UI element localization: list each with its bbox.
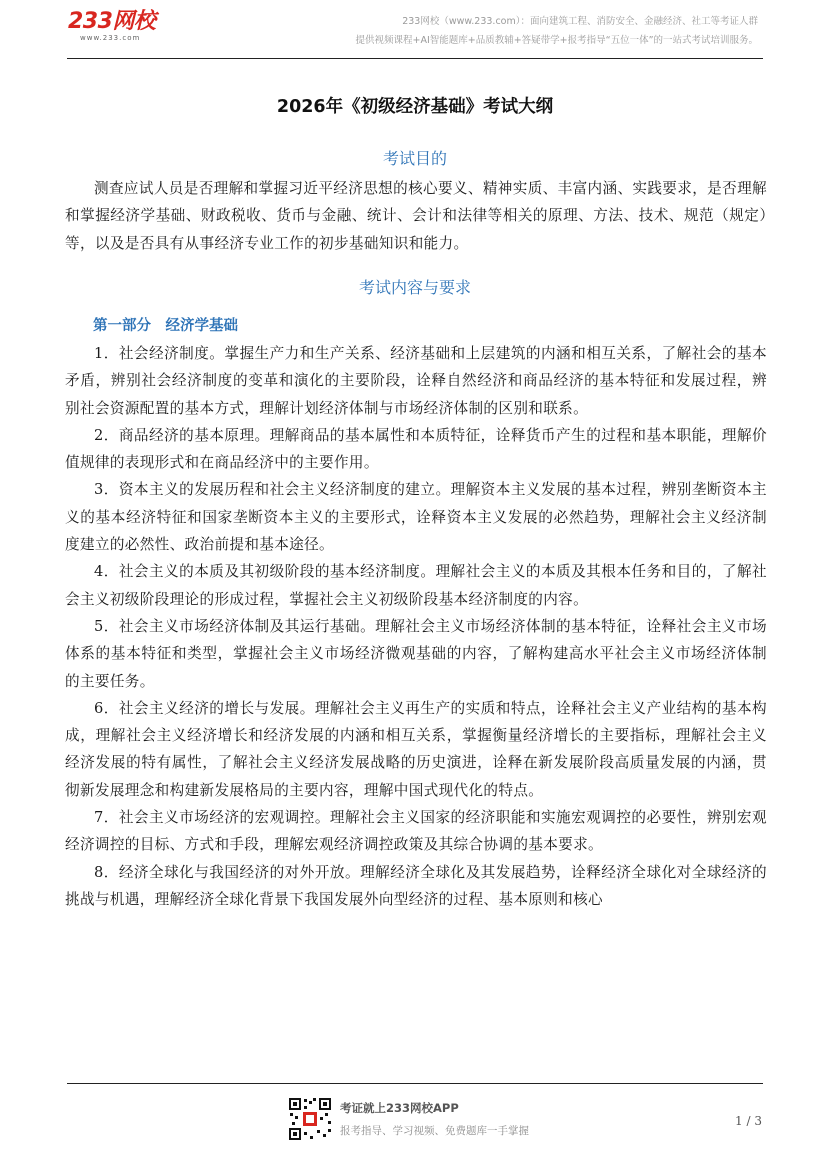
- brand-logo[interactable]: [68, 10, 155, 43]
- logo-wordmark: 233网校: [68, 9, 156, 34]
- page-number: 1 / 3: [735, 1114, 762, 1128]
- list-item: 3．资本主义的发展历程和社会主义经济制度的建立。理解资本主义发展的基本过程，辨别垄断资本主义的基本经济特征和国家垄断资本主义的主要形式，诠释资本主义发展的必然趋势，理解社会主义经济制度建立的必然性、政治前提和基本途径。: [65, 481, 767, 554]
- list-item: 8．经济全球化与我国经济的对外开放。理解经济全球化及其发展趋势，诠释经济全球化对全球经济的挑战与机遇，理解经济全球化背景下我国发展外向型经济的过程、基本原则和核心: [65, 863, 767, 908]
- header-divider: [67, 58, 763, 59]
- document-title: 2026年《初级经济基础》考试大纲: [276, 97, 554, 117]
- list-item: 5．社会主义市场经济体制及其运行基础。理解社会主义市场经济体制的基本特征，诠释社会主义市场体系的基本特征和类型，掌握社会主义市场经济微观基础的内容，了解构建高水平社会主义市场经济体制的主要任务。: [65, 617, 767, 690]
- header-line-2: 提供视频课程+AI智能题库+品质教辅+答疑带学+报考指导“五位一体”的一站式考试培训服务。: [355, 35, 758, 46]
- logo-url: www.233.com: [80, 34, 141, 42]
- list-item: 7．社会主义市场经济的宏观调控。理解社会主义国家的经济职能和实施宏观调控的必要性，辨别宏观经济调控的目标、方式和手段，理解宏观经济调控政策及其综合协调的基本要求。: [65, 809, 767, 854]
- app-promo-title: 考证就上233网校APP: [340, 1101, 459, 1115]
- header-tagline: [356, 12, 759, 50]
- section-purpose-body: [65, 175, 767, 257]
- footer-divider: [67, 1083, 763, 1084]
- paragraph: 测查应试人员是否理解和掌握习近平经济思想的核心要义、精神实质、丰富内涵、实践要求，是否理解和掌握经济学基础、财政税收、货币与金融、统计、会计和法律等相关的原理、方法、技术、规范（规定）等，以及是否具有从事经济专业工作的初步基础知识和能力。: [65, 180, 767, 252]
- list-item: 6．社会主义经济的增长与发展。理解社会主义再生产的实质和特点，诠释社会主义产业结构的基本构成，理解社会主义经济增长和经济发展的内涵和相互关系，掌握衡量经济增长的主要指标，理解社会主义经济发展的特有属性，了解社会主义经济发展战略的历史演进，诠释在新发展阶段高质量发展的内涵，贯彻新发展理念和构建新发展格局的主要内容，理解中国式现代化的特点。: [65, 699, 767, 799]
- part1-body: [65, 340, 767, 913]
- header-line-1: 233网校（www.233.com）：面向建筑工程、消防安全、金融经济、社工等考证人群: [402, 16, 758, 27]
- page-header: [0, 0, 830, 58]
- qr-code-icon[interactable]: [287, 1096, 333, 1142]
- section-title-purpose: 考试目的: [382, 149, 447, 168]
- list-item: 1．社会经济制度。掌握生产力和生产关系、经济基础和上层建筑的内涵和相互关系，了解社会的基本矛盾，辨别社会经济制度的变革和演化的主要阶段，诠释自然经济和商品经济的基本特征和发展过程，辨别社会资源配置的基本方式，理解计划经济体制与市场经济体制的区别和联系。: [65, 345, 767, 417]
- list-item: 2．商品经济的基本原理。理解商品的基本属性和本质特征，诠释货币产生的过程和基本职能，理解价值规律的表现形式和在商品经济中的主要作用。: [65, 426, 767, 472]
- part-title: 第一部分 经济学基础: [93, 318, 238, 334]
- app-promo-subtitle: 报考指导、学习视频、免费题库一手掌握: [340, 1125, 529, 1137]
- list-item: 4．社会主义的本质及其初级阶段的基本经济制度。理解社会主义的本质及其根本任务和目的，了解社会主义初级阶段理论的形成过程，掌握社会主义初级阶段基本经济制度的内容。: [65, 563, 767, 608]
- section-title-content: 考试内容与要求: [358, 278, 471, 297]
